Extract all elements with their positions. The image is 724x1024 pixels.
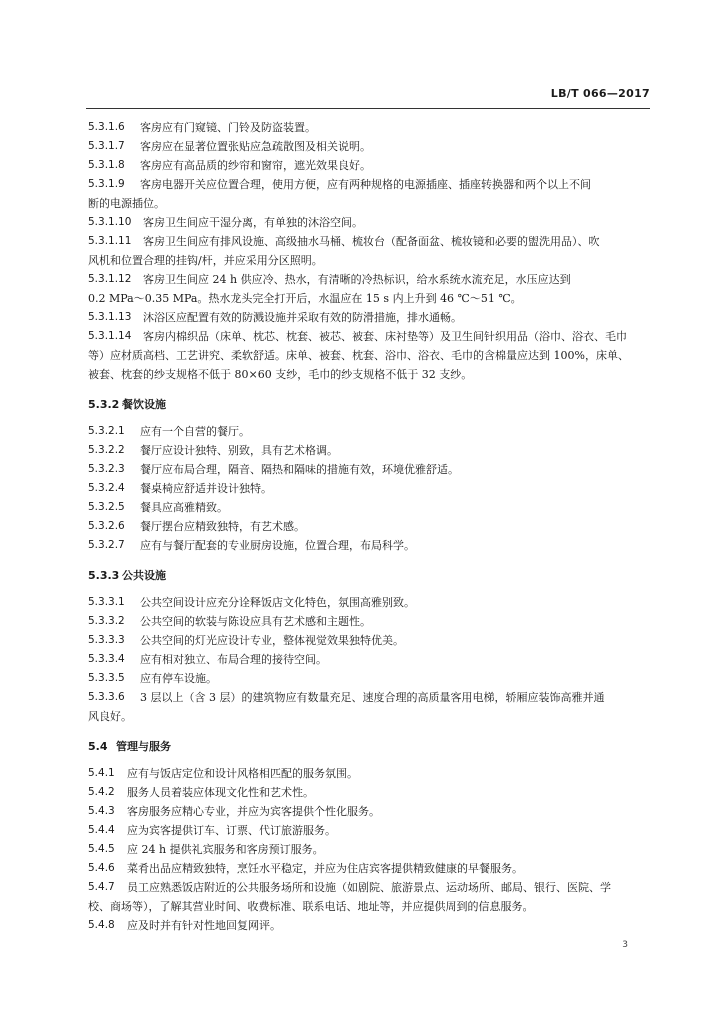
clause-5-3-1-9-cont: 断的电源插位。 bbox=[88, 197, 165, 210]
clause-5-3-1-12: 5.3.1.12 客房卫生间应 24 h 供应冷、热水，有清晰的冷热标识，给水系统水流充足，水压应达到 bbox=[88, 273, 571, 286]
clause-5-3-1-12-cont: 0.2 MPa～0.35 MPa。热水龙头完全打开后，水温应在 15 s 内上升到 46 ℃～51 ℃。 bbox=[88, 292, 522, 305]
document-body bbox=[88, 118, 646, 935]
clause-5-4-6: 5.4.6 菜肴出品应精致独特，烹饪水平稳定，并应为住店宾客提供精致健康的早餐服务。 bbox=[88, 862, 523, 875]
clause-5-3-3-1: 5.3.3.1 公共空间设计应充分诠释饭店文化特色，氛围高雅别致。 bbox=[88, 596, 415, 609]
clause-5-3-1-14-cont: 等）应材质高档、工艺讲究、柔软舒适。床单、被套、枕套、浴巾、浴衣、毛巾的含棉量应达到 100%，床单、 bbox=[88, 349, 629, 362]
clause-5-3-1-13: 5.3.1.13 沐浴区应配置有效的防溅设施并采取有效的防滑措施，排水通畅。 bbox=[88, 311, 462, 324]
clause-5-3-3-2: 5.3.3.2 公共空间的软装与陈设应具有艺术感和主题性。 bbox=[88, 615, 371, 628]
standard-code: LB/T 066—2017 bbox=[550, 87, 650, 100]
dining-clauses bbox=[88, 422, 646, 555]
clause-5-4-4: 5.4.4 应为宾客提供订车、订票、代订旅游服务。 bbox=[88, 824, 336, 837]
clause-5-4-7: 5.4.7 员工应熟悉饭店附近的公共服务场所和设施（如剧院、旅游景点、运动场所、邮局、银行、医院、学 bbox=[88, 881, 611, 894]
clause-5-3-2-3: 5.3.2.3 餐厅应布局合理，隔音、隔热和隔味的措施有效，环境优雅舒适。 bbox=[88, 463, 459, 476]
clause-5-3-2-1: 5.3.2.1 应有一个自营的餐厅。 bbox=[88, 425, 250, 438]
section-heading-dining: 5.3.2 餐饮设施 bbox=[88, 398, 166, 411]
clause-5-3-3-3: 5.3.3.3 公共空间的灯光应设计专业，整体视觉效果独特优美。 bbox=[88, 634, 404, 647]
clause-5-3-1-7: 5.3.1.7 客房应在显著位置张贴应急疏散图及相关说明。 bbox=[88, 140, 371, 153]
guest-room-clauses bbox=[88, 118, 646, 384]
clause-5-3-2-4: 5.3.2.4 餐桌椅应舒适并设计独特。 bbox=[88, 482, 272, 495]
clause-5-3-2-2: 5.3.2.2 餐厅应设计独特、别致，具有艺术格调。 bbox=[88, 444, 338, 457]
clause-5-4-1: 5.4.1 应有与饭店定位和设计风格相匹配的服务氛围。 bbox=[88, 767, 358, 780]
header-rule bbox=[86, 108, 650, 109]
clause-5-4-7-cont: 校、商场等），了解其营业时间、收费标准、联系电话、地址等，并应提供周到的信息服务。 bbox=[88, 900, 534, 913]
clause-5-3-1-8: 5.3.1.8 客房应有高品质的纱帘和窗帘，遮光效果良好。 bbox=[88, 159, 371, 172]
clause-5-4-2: 5.4.2 服务人员着装应体现文化性和艺术性。 bbox=[88, 786, 314, 799]
clause-5-3-2-7: 5.3.2.7 应有与餐厅配套的专业厨房设施，位置合理，布局科学。 bbox=[88, 539, 415, 552]
clause-5-3-1-11: 5.3.1.11 客房卫生间应有排风设施、高级抽水马桶、梳妆台（配备面盆、梳妆镜和必要的盥洗用品）、吹 bbox=[88, 235, 600, 248]
service-clauses bbox=[88, 764, 646, 935]
clause-5-3-1-14: 5.3.1.14 客房内棉织品（床单、枕芯、枕套、被芯、被套、床衬垫等）及卫生间针织用品（浴巾、浴衣、毛巾 bbox=[88, 330, 627, 343]
section-heading-public: 5.3.3 公共设施 bbox=[88, 569, 166, 582]
clause-5-3-1-10: 5.3.1.10 客房卫生间应干湿分离，有单独的沐浴空间。 bbox=[88, 216, 363, 229]
clause-5-3-3-6: 5.3.3.6 3 层以上（含 3 层）的建筑物应有数量充足、速度合理的高质量客用电梯，轿厢应装饰高雅并通 bbox=[88, 691, 605, 704]
clause-5-3-3-4: 5.3.3.4 应有相对独立、布局合理的接待空间。 bbox=[88, 653, 327, 666]
section-heading-service: 5.4 管理与服务 bbox=[88, 740, 171, 753]
clause-5-3-1-11-cont: 风机和位置合理的挂钩/杆，并应采用分区照明。 bbox=[88, 254, 323, 267]
clause-5-3-1-6: 5.3.1.6 客房应有门窥镜、门铃及防盗装置。 bbox=[88, 121, 316, 134]
public-clauses bbox=[88, 593, 646, 726]
page-number: 3 bbox=[622, 940, 628, 950]
clause-5-3-3-5: 5.3.3.5 应有停车设施。 bbox=[88, 672, 217, 685]
clause-5-4-5: 5.4.5 应 24 h 提供礼宾服务和客房预订服务。 bbox=[88, 843, 324, 856]
clause-5-3-2-6: 5.3.2.6 餐厅摆台应精致独特，有艺术感。 bbox=[88, 520, 305, 533]
clause-5-4-3: 5.4.3 客房服务应精心专业，并应为宾客提供个性化服务。 bbox=[88, 805, 380, 818]
clause-5-3-3-6-cont: 风良好。 bbox=[88, 710, 132, 723]
clause-5-3-1-9: 5.3.1.9 客房电器开关应位置合理，使用方便，应有两种规格的电源插座、插座转换器和两个以上不间 bbox=[88, 178, 591, 191]
clause-5-3-1-14-cont2: 被套、枕套的纱支规格不低于 80×60 支纱，毛巾的纱支规格不低于 32 支纱。 bbox=[88, 368, 473, 381]
clause-5-3-2-5: 5.3.2.5 餐具应高雅精致。 bbox=[88, 501, 228, 514]
clause-5-4-8: 5.4.8 应及时并有针对性地回复网评。 bbox=[88, 919, 281, 932]
